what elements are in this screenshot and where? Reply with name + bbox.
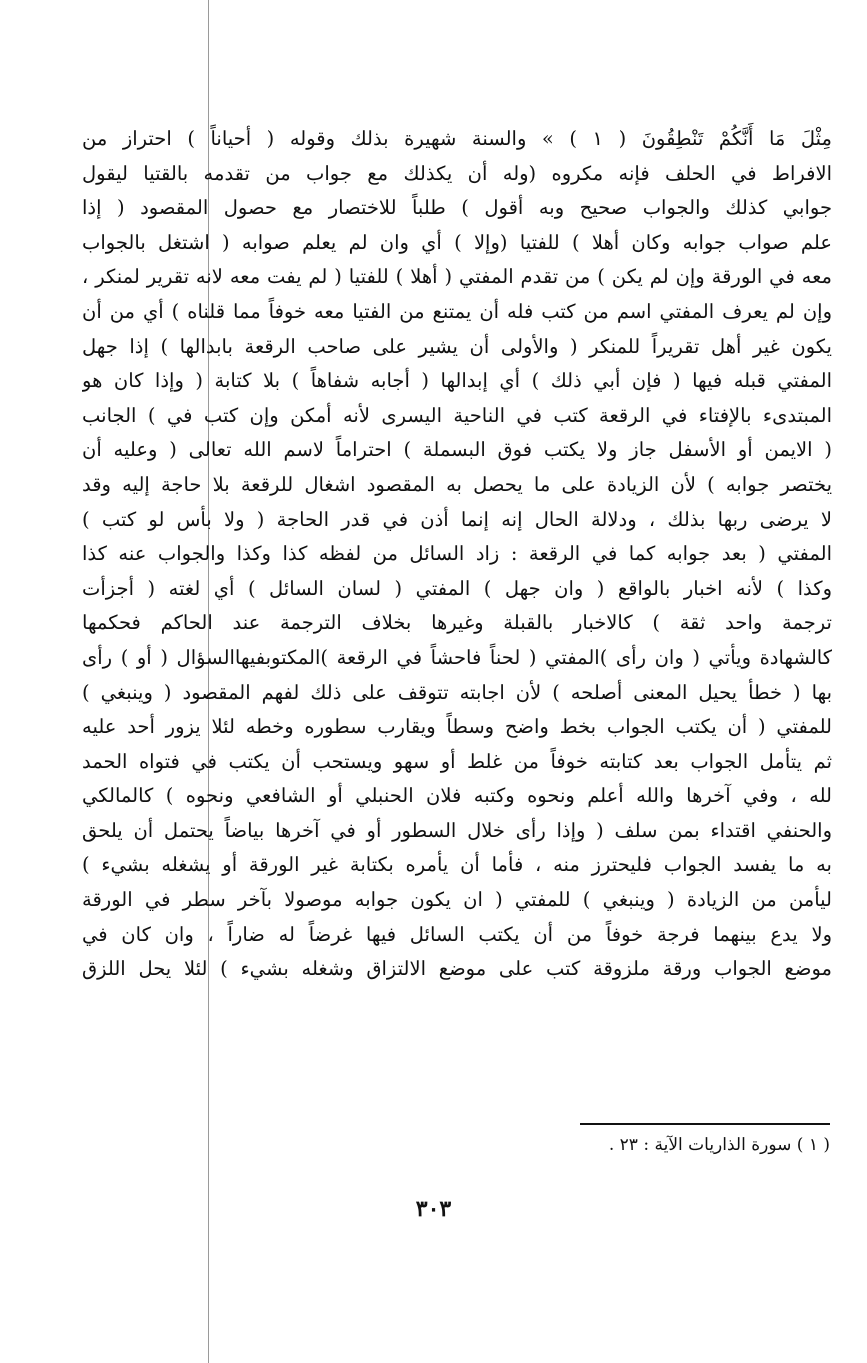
text-line-24: ولا يدع بينهما فرجة خوفاً من أن يكتب السائل فيها غرضاً له ضاراً ، وان كان في xyxy=(82,922,832,946)
text-line-17: بها ( خطأ يحيل المعنى أصلحه ) لأن اجابته تتوقف على ذلك لفهم المقصود ( وينبغي ) xyxy=(82,680,832,704)
text-line-10: ( الايمن أو الأسفل جاز ولا يكتب فوق البسملة ) احتراماً لاسم الله تعالى ( وعليه أن xyxy=(82,438,832,462)
text-line-22: به ما يفسد الجواب فليحترز منه ، فأما أن يأمره بكتابة غير الورقة أو يشغله بشيء ) xyxy=(82,853,832,877)
text-line-15: ترجمة واحد ثقة ) كالاخبار بالقبلة وغيرها بخلاف الترجمة عند الحاكم فحكمها xyxy=(82,611,832,635)
text-line-12: لا يرضى ربها بذلك ، ودلالة الحال إنه إنما أذن في قدر الحاجة ( ولا بأس لو كتب ) xyxy=(82,507,832,531)
text-line-7: يكون غير أهل تقريراً للمنكر ( والأولى أن يشير على صاحب الرقعة بابدالها ) إذا جهل xyxy=(82,334,832,358)
text-line-6: وإن لم يعرف المفتي اسم من كتب فله أن يمتنع من الفتيا معه خوفاً مما قلناه ) أي من أن xyxy=(82,299,832,323)
footnote: ( ١ ) سورة الذاريات الآية : ٢٣ . xyxy=(608,1135,830,1155)
text-line-3: جوابي كذلك والجواب صحيح وبه أقول ) طلباً للاختصار مع حصول المقصود ( إذا xyxy=(82,196,832,220)
text-line-18: للمفتي ( أن يكتب الجواب بخط واضح وسطاً ويقارب سطوره وخطه لئلا يزور أحد عليه xyxy=(82,715,832,739)
text-line-13: المفتي ( بعد جوابه كما في الرقعة : زاد السائل من لفظه كذا وكذا والجواب عنه كذا xyxy=(82,542,832,566)
page-number: ٣٠٣ xyxy=(415,1196,452,1222)
text-line-5: معه في الورقة وإن لم يكن ) من تقدم المفتي ( أهلا ) للفتيا ( لم يفت معه لانه تقرير لمنكر ، xyxy=(82,265,832,289)
text-line-25: موضع الجواب ورقة ملزوقة كتب على موضع الالتزاق وشغله بشيء ) لئلا يحل اللزق xyxy=(82,957,832,981)
text-line-23: ليأمن من الزيادة ( وينبغي ) للمفتي ( ان يكون جوابه موصولا بآخر سطر في الورقة xyxy=(82,888,832,912)
text-line-4: علم صواب جوابه وكان أهلا ) للفتيا (وإلا ) أي وان لم يعلم صوابه ( اشتغل بالجواب xyxy=(82,230,832,254)
text-line-16: كالشهادة ويأتي ( وان رأى )المفتي ( لحناً فاحشاً في الرقعة )المكتوبفيهاالسؤال ( أو ) رأى xyxy=(82,645,832,669)
text-line-14: وكذا ) لأنه اخبار بالواقع ( وان جهل ) المفتي ( لسان السائل ) أي لغته ( أجزأت xyxy=(82,576,832,600)
text-line-9: المبتدىء بالإفتاء في الرقعة كتب في الناحية اليسرى لأنه أمكن وإن كتب في ) الجانب xyxy=(82,403,832,427)
text-line-1: مِثْلَ مَا أَنَّكُمْ تَنْطِقُونَ ( ١ ) » والسنة شهيرة بذلك وقوله ( أحياناً ) احتراز من xyxy=(82,127,832,150)
text-line-20: لله ، وفي آخرها والله أعلم ونحوه وكتبه فلان الحنبلي أو الشافعي ونحوه ) كالمالكي xyxy=(82,784,832,808)
text-line-8: المفتي قبله فيها ( فإن أبي ذلك ) أي إبدالها ( أجابه شفاهاً ) بلا كتابة ( وإذا كان هو xyxy=(82,369,832,393)
body-text xyxy=(82,122,832,987)
text-line-2: الافراط في الحلف فإنه مكروه (وله أن يكذلك مع جواب من تقدمه بالقتيا ليقول xyxy=(82,161,832,185)
text-line-19: ثم يتأمل الجواب بعد كتابته خوفاً من غلط أو سهو ويستحب أن يكتب في فتواه الحمد xyxy=(82,749,832,773)
text-line-11: يختصر جوابه ) لأن الزيادة على ما يحصل به المقصود اشغال للرقعة بلا حاجة إليه وقد xyxy=(82,472,832,496)
footnote-separator xyxy=(580,1123,830,1125)
text-line-21: والحنفي اقتداء بمن سلف ( وإذا رأى خلال السطور أو في آخرها بياضاً يحتمل أن يلحق xyxy=(82,818,832,842)
